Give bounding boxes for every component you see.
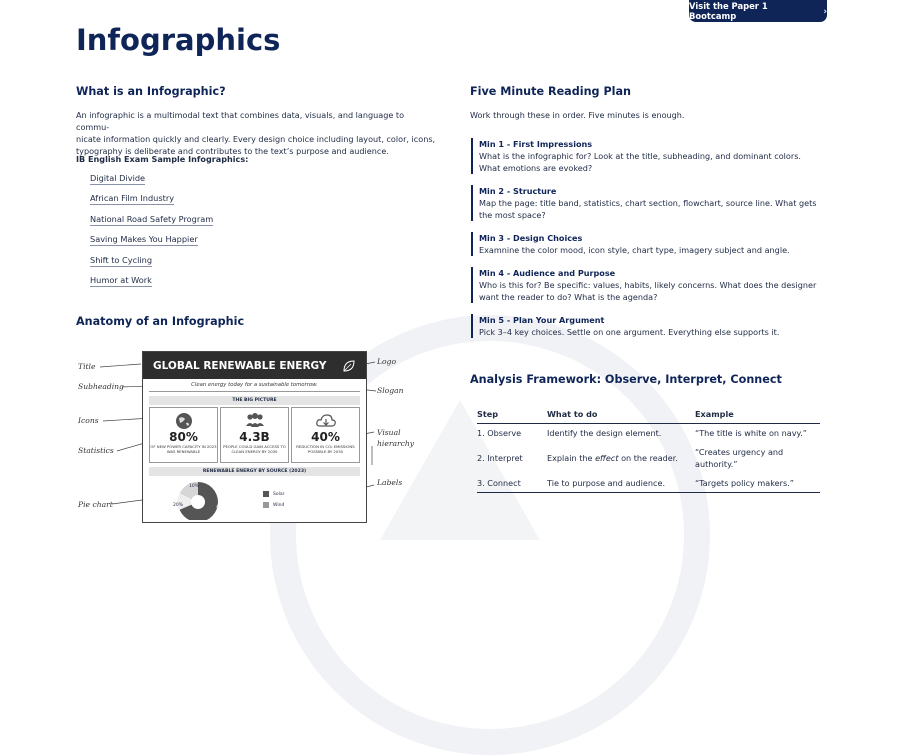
link-digital-divide[interactable]: Digital Divide [90,173,146,183]
reading-plan-list [471,138,821,349]
cell-step: 1. Observe [477,428,522,439]
reading-plan-intro: Work through these in order. Five minutes is enough. [470,110,685,120]
annotation-subheading: Subheading [78,382,124,391]
infographic-title-band [143,352,366,379]
column-header: Step [477,405,547,424]
cell-example: “Targets policy makers.” [695,474,820,493]
stat-value: 4.3B [239,430,270,444]
globe-icon [174,411,194,431]
annotation-pie-chart: Pie chart [78,500,113,509]
cell-example: “The title is white on navy.” [695,428,807,439]
plan-item-text: What is the infographic for? Look at the title, subheading, and dominant colors. What emotions are evoked? [479,151,801,173]
cell-example: “Creates urgency and authority.” [695,447,784,470]
annotation-logo: Logo [377,357,397,366]
stat-caption: REDUCTION IN CO₂ EMISSIONS POSSIBLE BY 2030 [296,444,355,454]
chevron-right-icon: › [823,6,827,16]
table-header-row [477,405,820,424]
anatomy-heading: Anatomy of an Infographic [76,315,245,328]
column-header: What to do [547,405,695,424]
stat-box [220,407,289,463]
infographic-band-big-picture: THE BIG PICTURE [149,396,360,405]
sample-links [90,173,213,295]
plan-item-title: Min 4 - Audience and Purpose [479,268,616,278]
table-row [477,424,820,443]
stat-value: 80% [169,430,198,444]
plan-item [471,232,821,256]
legend-item [263,500,284,511]
stat-caption: PEOPLE COULD GAIN ACCESS TO CLEAN ENERGY BY 2030 [223,444,286,454]
plan-item [471,267,821,303]
plan-item [471,314,821,338]
what-is-heading: What is an Infographic? [76,85,226,98]
plan-item [471,138,821,174]
pie-label: 20% [173,503,184,508]
bootcamp-button[interactable] [689,0,827,22]
paragraph-line: typography is deliberate and contributes to the text’s purpose and audience. [76,146,389,156]
leaf-logo-icon [342,359,356,373]
annotation-labels: Labels [377,478,403,487]
plan-item [471,185,821,221]
cell-what: Explain the effect on the reader. [547,453,678,464]
infographic-stats [149,407,360,463]
stat-box [291,407,360,463]
plan-item-title: Min 1 - First Impressions [479,139,593,149]
legend-label: Solar [273,492,285,497]
link-humor-at-work[interactable]: Humor at Work [90,274,152,285]
link-national-road-safety[interactable]: National Road Safety Program [90,213,214,224]
table-row [477,474,820,493]
paragraph-line: nicate information quickly and clearly. Every design choice including layout, color, icons, [76,134,436,144]
pie-label: 45% [216,505,227,510]
plan-item-title: Min 2 - Structure [479,186,557,196]
stat-box [149,407,218,463]
infographic-pie-section [143,478,366,518]
what-is-paragraph [76,109,436,157]
annotation-slogan: Slogan [377,386,404,395]
framework-table [477,405,820,493]
cell-step: 3. Connect [477,474,547,493]
annotation-title: Title [78,362,96,371]
reading-plan-heading: Five Minute Reading Plan [470,85,631,98]
column-header: Example [695,405,820,424]
legend-label: Wind [273,503,285,508]
infographic-title: GLOBAL RENEWABLE ENERGY [153,359,327,372]
link-saving-makes-you-happier[interactable]: Saving Makes You Happier [90,234,198,245]
bootcamp-button-label: Visit the Paper 1 Bootcamp [689,1,768,21]
cell-step: 2. Interpret [477,453,523,464]
plan-item-text: Who is this for? Be specific: values, habits, likely concerns. What does the designer want the reader to do? What is the agenda? [479,280,817,302]
stat-caption: OF NEW POWER CAPACITY IN 2023 WAS RENEWABLE [150,444,217,454]
people-icon [244,411,266,431]
table-row [477,443,820,474]
plan-item-title: Min 5 - Plan Your Argument [479,315,605,325]
cell-what: Identify the design element. [547,428,662,439]
link-shift-to-cycling[interactable]: Shift to Cycling [90,254,153,265]
plan-item-text: Examnine the color mood, icon style, chart type, imagery subject and angle. [479,245,790,255]
annotation-visual-hierarchy: Visual hierarchy [377,428,415,448]
infographic-band-by-source: RENEWABLE ENERGY BY SOURCE (2023) [149,467,360,476]
plan-item-text: Map the page: title band, statistics, chart section, flowchart, source line. What gets the most space? [479,198,817,220]
stat-value: 40% [311,430,340,444]
link-african-film-industry[interactable]: African Film Industry [90,193,175,204]
cell-what: Tie to purpose and audience. [547,474,695,493]
page-title: Infographics [76,23,281,57]
pie-legend [263,489,284,511]
annotation-icons: Icons [78,416,99,425]
plan-item-text: Pick 3–4 key choices. Settle on one argument. Everything else supports it. [479,327,780,337]
plan-item-title: Min 3 - Design Choices [479,233,583,243]
paragraph-line: An infographic is a multimodal text that combines data, visuals, and language to commu- [76,110,405,132]
infographic-slogan: Clean energy today for a sustainable tomorrow. [149,379,360,392]
legend-item [263,489,284,500]
pie-label: 10% [189,484,200,489]
cloud-icon [315,411,337,431]
annotation-statistics: Statistics [78,446,114,455]
sample-infographic [142,351,367,523]
samples-label: IB English Exam Sample Infographics: [76,154,249,164]
framework-heading: Analysis Framework: Observe, Interpret, Connect [470,373,782,386]
